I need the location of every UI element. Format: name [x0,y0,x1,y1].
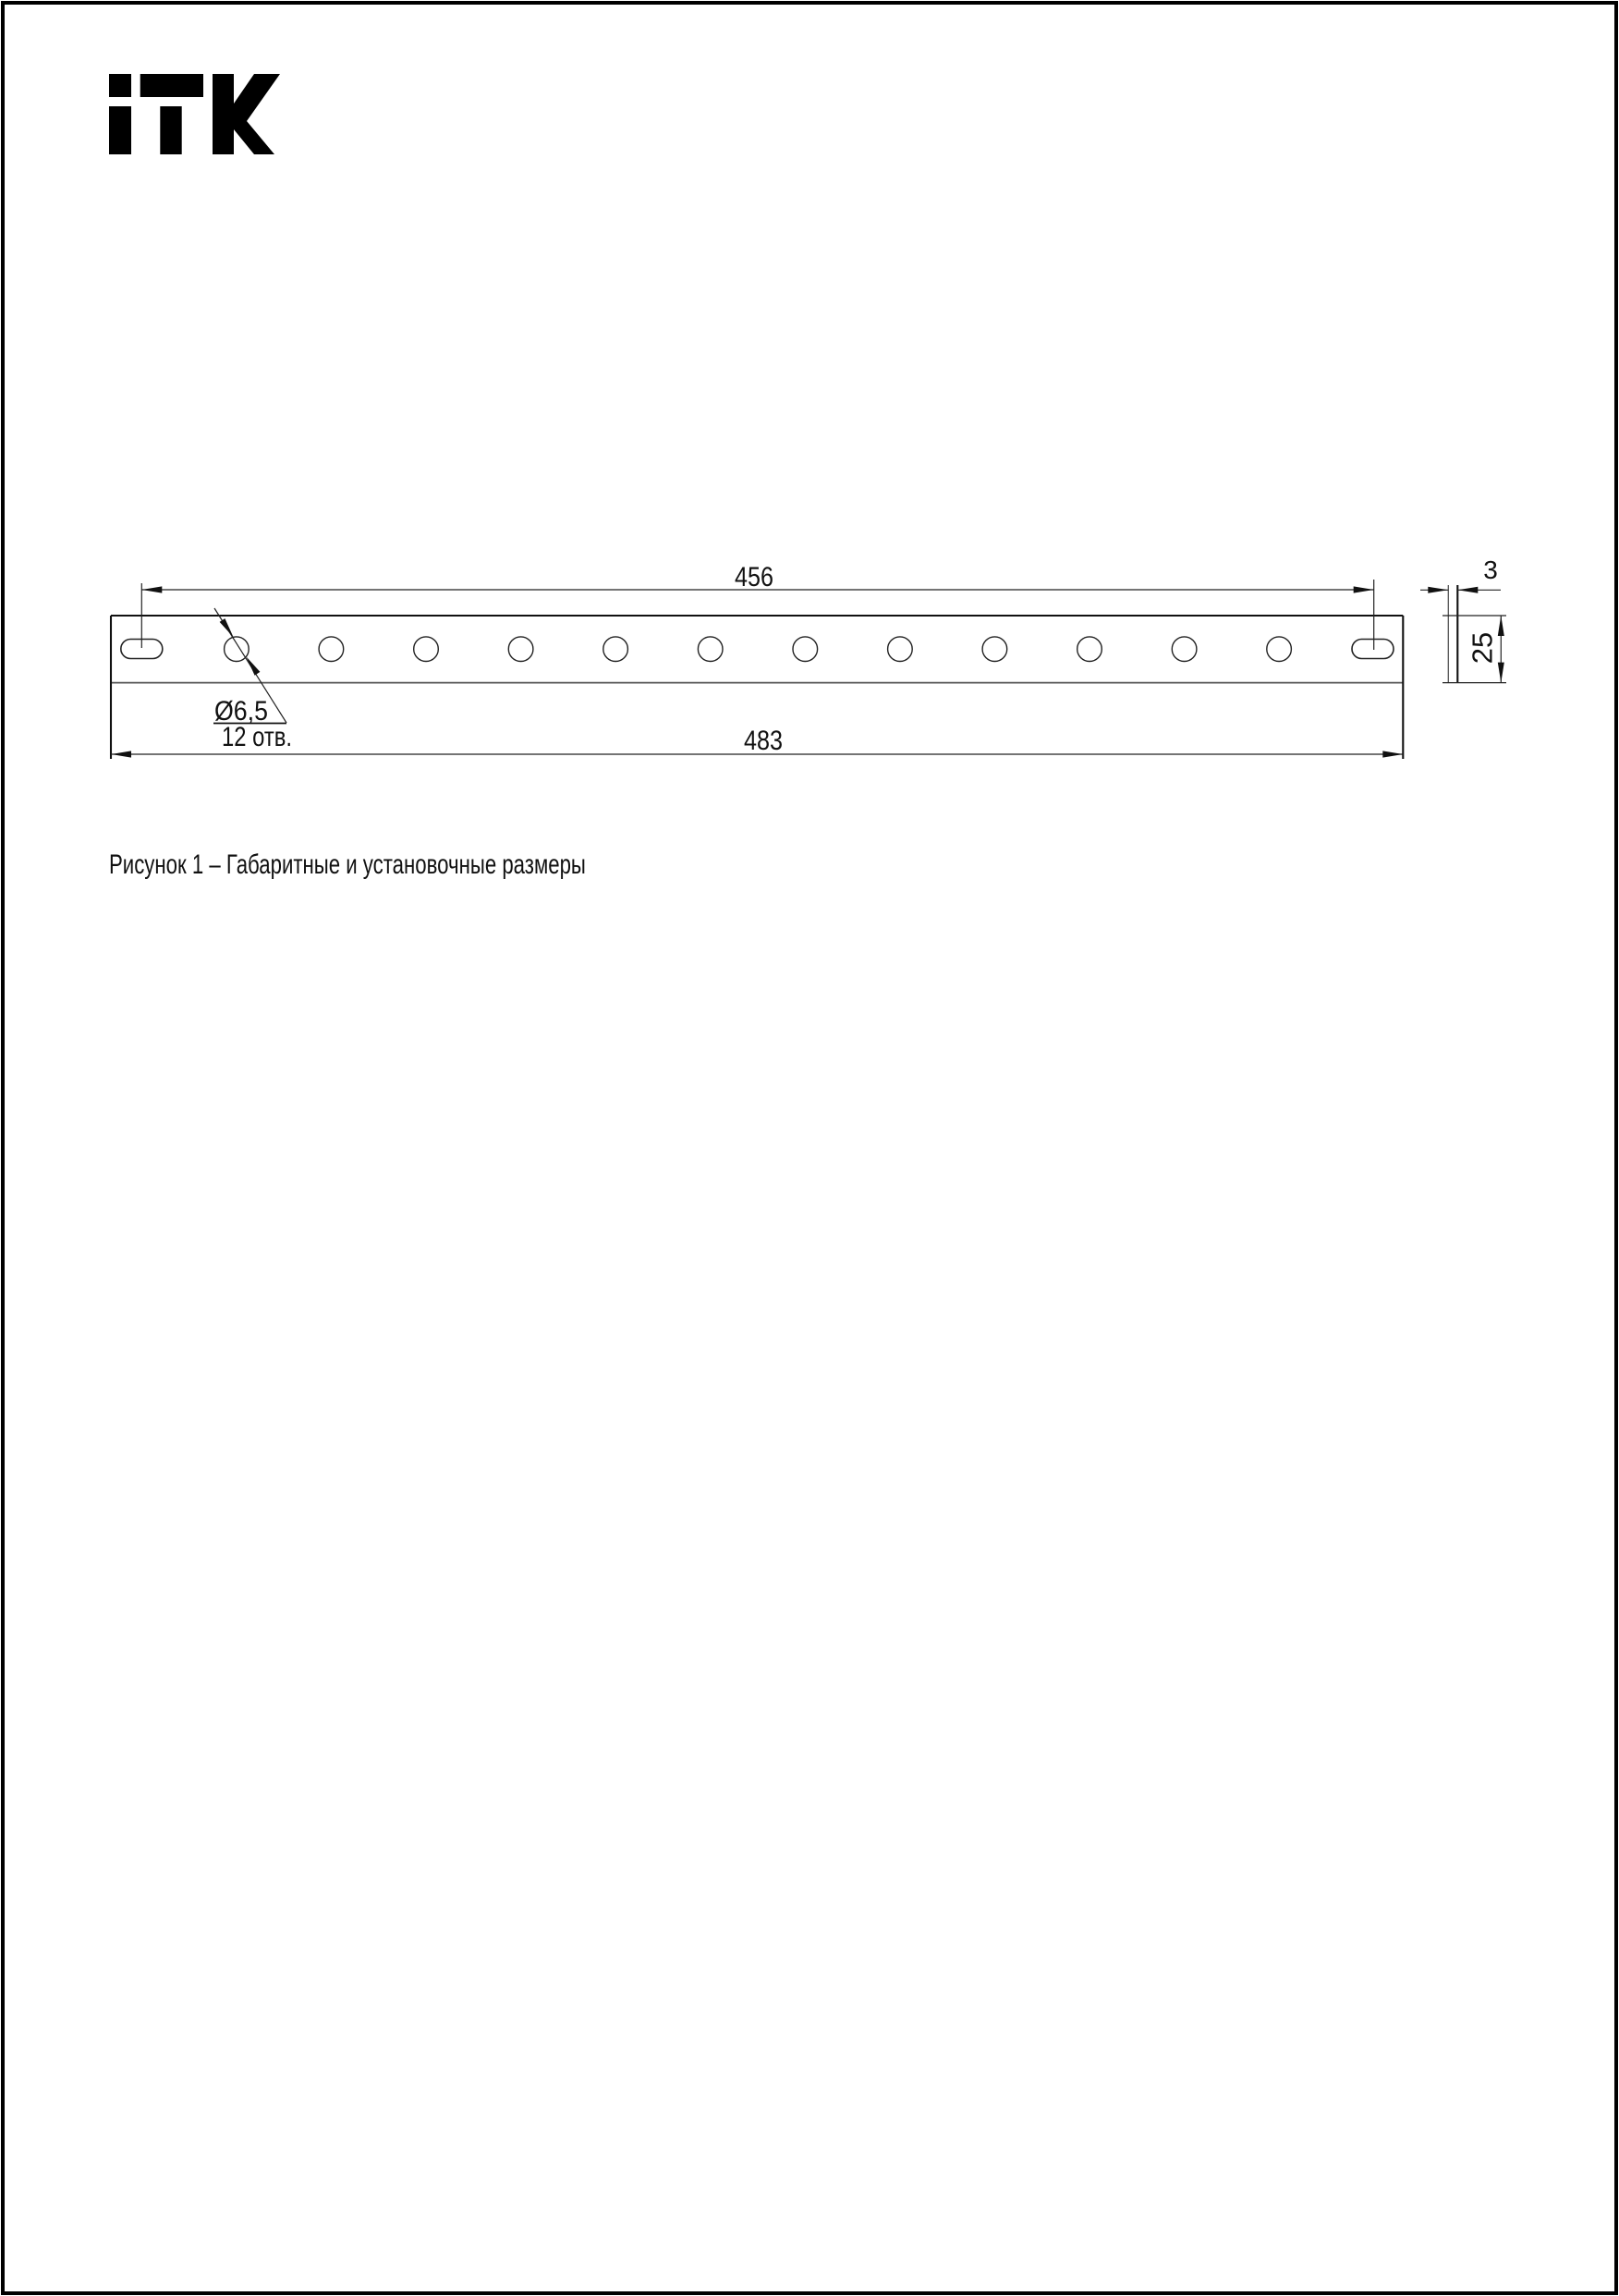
leader-arrow-lower [246,656,260,675]
front-view-holes [225,637,1292,662]
arrowhead-left [141,586,162,592]
leader-arrow-upper [220,618,234,637]
hole-callout [213,608,292,752]
dimension-thickness-3 [1420,556,1501,593]
dimension-456 [141,562,1373,650]
arrowhead-right [1382,751,1403,757]
dimension-label-3: 3 [1483,556,1498,584]
arrowhead-right [1354,586,1374,592]
mounting-hole [508,637,533,662]
dimension-label-456: 456 [735,562,773,592]
mounting-hole [1267,637,1292,662]
mounting-hole [603,637,628,662]
hole-diameter-label: Ø6,5 [214,696,268,727]
mounting-hole [793,637,818,662]
figure-caption: Рисунок 1 – Габаритные и установочные размеры [109,849,586,880]
dimension-483 [111,726,1403,758]
arrowhead-right [1457,587,1478,593]
arrowhead-left [1428,587,1448,593]
arrowhead-bottom [1498,663,1504,683]
dimension-height-25 [1466,616,1503,683]
mounting-hole [414,637,439,662]
mounting-hole [1077,637,1102,662]
mounting-hole [1172,637,1197,662]
arrowhead-left [111,751,131,757]
mounting-hole [888,637,913,662]
mounting-slot-right [1352,640,1394,659]
mounting-hole [698,637,723,662]
dimension-label-483: 483 [744,726,783,756]
mounting-hole [982,637,1007,662]
mounting-hole [319,637,344,662]
dimension-label-25: 25 [1466,631,1499,665]
arrowhead-top [1498,616,1504,636]
hole-count-label: 12 отв. [222,722,292,752]
